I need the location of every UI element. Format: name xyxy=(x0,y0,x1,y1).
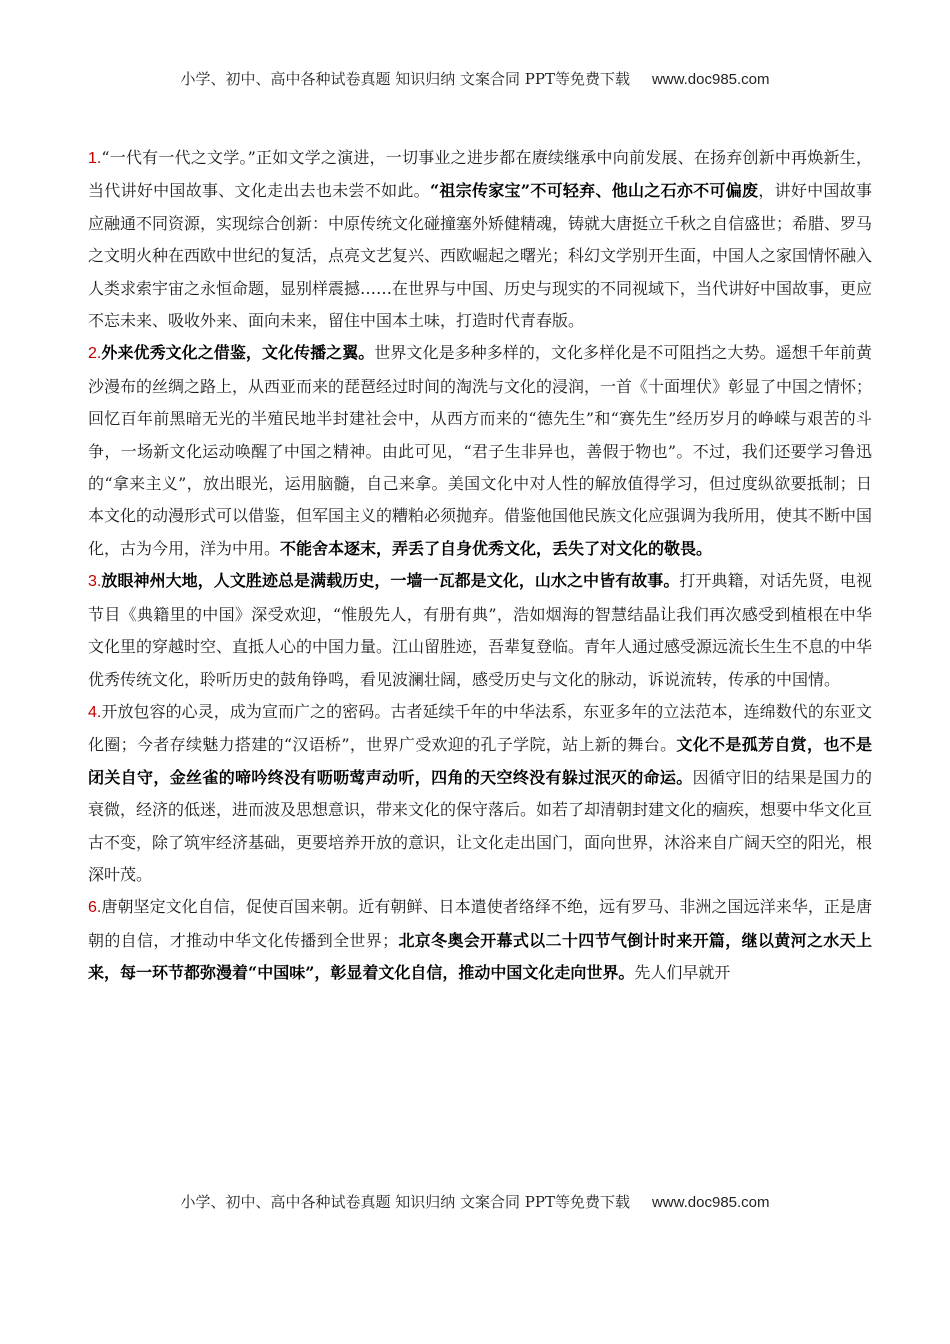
paragraph-number: 4. xyxy=(88,703,102,721)
paragraph-6 xyxy=(88,891,872,989)
paragraph-bold-text: 不能舍本逐末，弄丢了自身优秀文化，丢失了对文化的敬畏。 xyxy=(280,538,713,558)
paragraph-4 xyxy=(88,696,872,891)
page-footer xyxy=(0,1191,950,1212)
paragraph-text: 世界文化是多种多样的，文化多样化是不可阻挡之大势。遥想千年前黄沙漫布的丝绸之路上，从西亚而来的琵琶经过时间的淘洗与文化的浸润，一首《十面埋伏》彰显了中国之情怀；回忆百年前黑暗无光的半殖民地半封建社会中，从西方而来的“德先生”和“赛先生”经历岁月的峥嵘与艰苦的斗争，一场新文化运动唤醒了中国之精神。由此可见，“君子生非异也，善假于物也”。不过，我们还要学习鲁迅的“拿来主义”，放出眼光，运用脑髓，自己来拿。美国文化中对人性的解放值得学习，但过度纵欲要抵制；日本文化的动漫形式可以借鉴，但军国主义的糟粕必须抛弃。借鉴他国他民族文化应强调为我所用，使其不断中国化，古为今用，洋为中用。 xyxy=(88,343,873,558)
document-body xyxy=(88,142,872,990)
paragraph-text: 打开典籍，对话先贤，电视节目《典籍里的中国》深受欢迎，“惟殷先人，有册有典”，浩如烟海的智慧结晶让我们再次感受到植根在中华文化里的穿越时空、直抵人心的中国力量。江山留胜迹，吾辈复登临。青年人通过感受源远流长生生不息的中华优秀传统文化，聆听历史的鼓角铮鸣，看见波澜壮阔，感受历史与文化的脉动，诉说流转，传承的中国情。 xyxy=(88,571,873,689)
header-url[interactable]: www.doc985.com xyxy=(651,71,770,88)
paragraph-text: 唐朝坚定文化自信，促使百国来朝。近有朝鲜、日本遣使者络绎不绝，远有罗马、非洲之国远洋来华，正是唐朝的自信，才推动中华文化传播到全世界； xyxy=(88,897,872,950)
paragraph-text: ，讲好中国故事应融通不同资源，实现综合创新：中原传统文化碰撞塞外矫健精魂，铸就大唐挺立千秋之自信盛世；希腊、罗马之文明火种在西欧中世纪的复活，点亮文艺复兴、西欧崛起之曙光；科幻文学别开生面，中国人之家国情怀融入人类求索宇宙之永恒命题，显别样震撼……在世界与中国、历史与现实的不同视域下，当代讲好中国故事，更应不忘未来、吸收外来、面向未来，留住中国本土味，打造时代青春版。 xyxy=(88,181,873,331)
paragraph-1 xyxy=(88,142,872,337)
paragraph-bold-text: 放眼神州大地，人文胜迹总是满载历史，一墙一瓦都是文化，山水之中皆有故事。 xyxy=(101,571,680,591)
footer-text: 小学、初中、高中各种试卷真题 知识归纳 文案合同 PPT等免费下载 xyxy=(180,1193,630,1211)
page-header xyxy=(0,68,950,89)
paragraph-number: 2. xyxy=(88,345,102,363)
paragraph-bold-text: 外来优秀文化之借鉴，文化传播之翼。 xyxy=(101,343,375,363)
paragraph-text: 开放包容的心灵，成为宣而广之的密码。古者延续千年的中华法系，东亚多年的立法范本，连绵数代的东亚文化圈；今者存续魅力搭建的“汉语桥”，世界广受欢迎的孔子学院，站上新的舞台。 xyxy=(88,701,872,755)
paragraph-text: “一代有一代之文学。”正如文学之演进，一切事业之进步都在赓续继承中向前发展、在扬弃创新中再焕新生，当代讲好中国故事、文化走出去也未尝不如此。 xyxy=(88,148,872,201)
paragraph-2 xyxy=(88,337,872,565)
paragraph-number: 6. xyxy=(88,899,102,917)
paragraph-bold-text: “祖宗传家宝”不可轻弃、他山之石亦不可偏废 xyxy=(429,181,759,201)
paragraph-number: 3. xyxy=(88,573,102,591)
footer-url[interactable]: www.doc985.com xyxy=(651,1194,770,1211)
header-text: 小学、初中、高中各种试卷真题 知识归纳 文案合同 PPT等免费下载 xyxy=(180,70,630,88)
paragraph-text: 因循守旧的结果是国力的衰微，经济的低迷，进而波及思想意识，带来文化的保守落后。如若了却清朝封建文化的痼疾，想要中华文化亘古不变，除了筑牢经济基础，更要培养开放的意识，让文化走出国门，面向世界，沐浴来自广阔天空的阳光，根深叶茂。 xyxy=(88,767,873,884)
paragraph-bold-text: 北京冬奥会开幕式以二十四节气倒计时来开篇，继以黄河之水天上来，每一环节都弥漫着“中国味”，彰显着文化自信，推动中国文化走向世界。 xyxy=(88,930,872,983)
paragraph-text: 先人们早就开 xyxy=(634,963,731,983)
paragraph-3 xyxy=(88,565,872,696)
paragraph-number: 1. xyxy=(88,150,102,167)
paragraph-bold-text: 文化不是孤芳自赏，也不是闭关自守，金丝雀的啼吟终没有呖呖莺声动听，四角的天空终没有躲过泯灭的命运。 xyxy=(88,735,872,787)
